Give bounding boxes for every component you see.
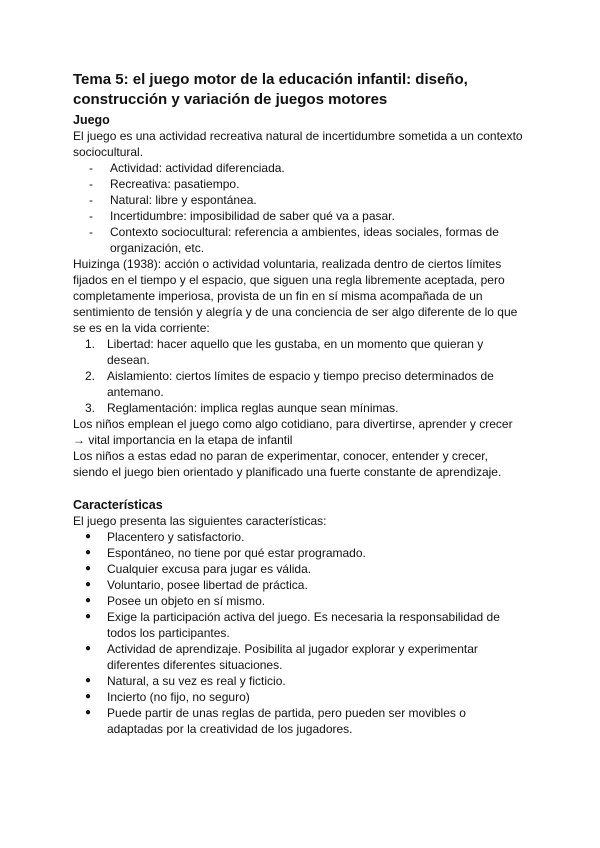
list-item-text: Incierto (no fijo, no seguro)	[107, 690, 250, 704]
bullet-icon: ●	[85, 547, 92, 558]
dash-marker: -	[89, 209, 93, 223]
list-item-text: organización, etc.	[110, 241, 205, 255]
bullet-icon: ●	[85, 531, 92, 542]
list-item	[73, 529, 533, 545]
list-item	[73, 400, 533, 416]
list-item	[73, 705, 533, 737]
title-line: construcción y variación de juegos motores	[73, 91, 388, 108]
juego-closing	[73, 416, 533, 480]
juego-intro	[73, 128, 533, 160]
list-item-text: desean.	[107, 353, 150, 367]
dash-marker: -	[89, 161, 93, 175]
list-item-text: Cualquier excusa para jugar es válida.	[107, 562, 312, 576]
list-item-text: Recreativa: pasatiempo.	[110, 177, 240, 191]
dash-marker: -	[89, 177, 93, 191]
bullet-icon: ●	[85, 691, 92, 702]
list-item-text: Posee un objeto en sí mismo.	[107, 594, 266, 608]
page-title	[73, 70, 533, 110]
juego-dash-list	[73, 160, 533, 256]
dash-marker: -	[89, 193, 93, 207]
text-line: siendo el juego bien orientado y planificado una fuerte constante de aprendizaje.	[73, 465, 502, 479]
list-item-text: Espontáneo, no tiene por qué estar programado.	[107, 546, 366, 560]
list-item	[73, 673, 533, 689]
list-item-text: Reglamentación: implica reglas aunque sean mínimas.	[107, 401, 399, 415]
list-item	[73, 561, 533, 577]
list-item	[73, 577, 533, 593]
bullet-icon: ●	[85, 707, 92, 718]
text-line: fijados en el tiempo y el espacio, que siguen una regla libremente aceptada, pero	[73, 273, 505, 287]
list-item-text: antemano.	[107, 385, 164, 399]
list-item	[73, 208, 533, 224]
text-line: completamente imperiosa, provista de un fin en sí misma acompañada de un	[73, 289, 483, 303]
bullet-icon: ●	[85, 595, 92, 606]
list-item	[73, 192, 533, 208]
section-heading-juego: Juego	[73, 113, 110, 127]
bullet-icon: ●	[85, 611, 92, 622]
title-line: Tema 5: el juego motor de la educación infantil: diseño,	[73, 71, 468, 88]
text-line: Huizinga (1938): acción o actividad voluntaria, realizada dentro de ciertos límites	[73, 257, 502, 271]
document-content	[73, 70, 533, 737]
caracteristicas-intro: El juego presenta las siguientes características:	[73, 514, 327, 528]
text-line: El juego es una actividad recreativa natural de incertidumbre sometida a un contexto	[73, 129, 523, 143]
dash-marker: -	[89, 225, 93, 239]
text-line: sentimiento de tensión y alegría y de una conciencia de ser algo diferente de lo que	[73, 305, 518, 319]
list-item-text: Actividad de aprendizaje. Posibilita al jugador explorar y experimentar	[107, 642, 478, 656]
bullet-icon: ●	[85, 643, 92, 654]
list-item-text: diferentes diferentes situaciones.	[107, 658, 283, 672]
list-item-text: todos los participantes.	[107, 626, 230, 640]
list-item-text: Natural: libre y espontánea.	[110, 193, 257, 207]
bullet-icon: ●	[85, 675, 92, 686]
text-line: Los niños emplean el juego como algo cotidiano, para divertirse, aprender y crecer	[73, 417, 513, 431]
list-item	[73, 160, 533, 176]
list-item-text: Incertidumbre: imposibilidad de saber qué va a pasar.	[110, 209, 395, 223]
list-item	[73, 336, 533, 368]
list-item-text: Contexto sociocultural: referencia a ambientes, ideas sociales, formas de	[110, 225, 499, 239]
list-item	[73, 593, 533, 609]
bullet-icon: ●	[85, 563, 92, 574]
huizinga-definition	[73, 256, 533, 336]
list-item-text: Puede partir de unas reglas de partida, pero pueden ser movibles o	[107, 706, 466, 720]
list-number: 3.	[85, 401, 96, 415]
list-number: 1.	[85, 337, 96, 351]
huizinga-numbered-list	[73, 336, 533, 416]
list-item	[73, 545, 533, 561]
list-number: 2.	[85, 369, 96, 383]
text-line: sociocultural.	[73, 145, 144, 159]
list-item	[73, 641, 533, 673]
text-line: Los niños a estas edad no paran de experimentar, conocer, entender y crecer,	[73, 449, 488, 463]
section-heading-caracteristicas: Características	[73, 498, 163, 512]
text-line: se es en la vida corriente:	[73, 321, 210, 335]
list-item-text: Actividad: actividad diferenciada.	[110, 161, 285, 175]
list-item	[73, 689, 533, 705]
list-item-text: Libertad: hacer aquello que les gustaba, en un momento que quieran y	[107, 337, 484, 351]
list-item-text: Voluntario, posee libertad de práctica.	[107, 578, 308, 592]
text-line: → vital importancia en la etapa de infantil	[73, 433, 293, 447]
section-spacer	[73, 480, 533, 497]
list-item-text: adaptadas por la creatividad de los jugadores.	[107, 722, 353, 736]
list-item	[73, 368, 533, 400]
list-item-text: Placentero y satisfactorio.	[107, 530, 245, 544]
list-item	[73, 609, 533, 641]
caracteristicas-bullet-list	[73, 529, 533, 737]
list-item	[73, 176, 533, 192]
list-item-text: Aislamiento: ciertos límites de espacio y tiempo preciso determinados de	[107, 369, 494, 383]
bullet-icon: ●	[85, 579, 92, 590]
list-item-text: Exige la participación activa del juego. Es necesaria la responsabilidad de	[107, 610, 500, 624]
list-item	[73, 224, 533, 256]
list-item-text: Natural, a su vez es real y ficticio.	[107, 674, 286, 688]
